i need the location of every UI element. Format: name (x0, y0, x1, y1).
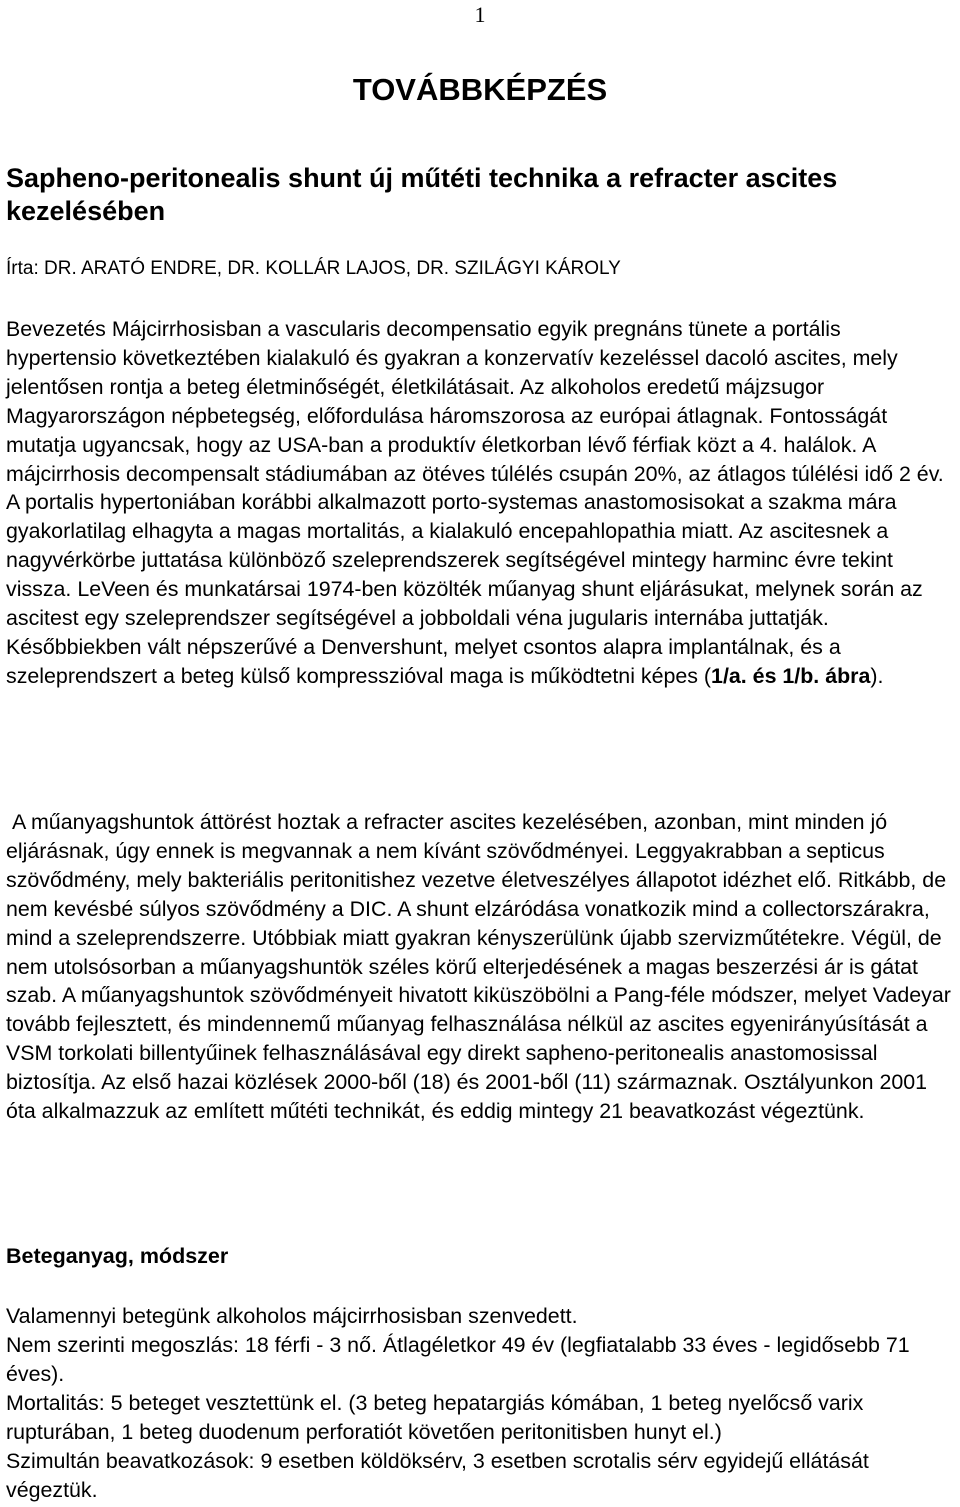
complications-paragraph: A műanyagshuntok áttörést hoztak a refracter ascites kezelésében, azonban, mint minden jó eljárásnak, úgy ennek is megvannak a nem kívánt szövődményei. Leggyakrabban a septicus szövődmény, mely bakteriális peritonitishez vezetve életveszélyes állapotot idézhet elő. Ritkább, de nem kevésbé súlyos szövődmény a DIC. A shunt elzáródása vonatkozik mind a collectorszárakra, mind a szeleprendszerre. Utóbbiak miatt gyakran kényszerülünk újabb szervizműtétekre. Végül, de nem utolsósorban a műanyagshuntök széles körű elterjedésének a magas beszerzési ár is gátat szab. A műanyagshuntok szövődményeit hivatott kiküszöbölni a Pang-féle módszer, melyet Vadeyar tovább fejlesztett, és mindennemű műanyag felhasználása nélkül az ascites egyenirányúsítását a VSM torkolati billentyűinek felhasználásával egy direkt sapheno-peritonealis anastomosissal biztosítja. Az első hazai közlések 2000-ből (18) és 2001-ből (11) származnak. Osztályunkon 2001 óta alkalmazzuk az említett műtéti technikát, és eddig mintegy 21 beavatkozást végeztünk. (6, 810, 957, 1124)
page-number: 1 (474, 2, 486, 27)
methods-line-patients: Valamennyi betegünk alkoholos májcirrhosisban szenvedett. (6, 1304, 578, 1328)
intro-paragraph-closing: ). (870, 663, 884, 688)
article-title: Sapheno-peritonealis shunt új műtéti technika a refracter ascites kezelésében (6, 163, 838, 226)
intro-paragraph (6, 315, 952, 691)
intro-paragraph-text: Bevezetés Májcirrhosisban a vascularis decompensatio egyik pregnáns tünete a portális hypertensio következtében kialakuló és gyakran a konzervatív kezeléssel dacoló ascites, mely jelentősen rontja a beteg életminőségét, életkilátásait. Az alkoholos eredetű májzsugor Magyarországon népbetegség, előfordulása háromszorosa az európai átlagnak. Fontosságát mutatja ugyancsak, hogy az USA-ban a produktív életkorban lévő férfiak közt a 4. halálok. A májcirrhosis decompensalt stádiumában az ötéves túlélés csupán 20%, az átlagos túlélési idő 2 év. A portalis hypertoniában korábbi alkalmazott porto-systemas anastomosisokat a szakma mára gyakorlatilag elhagyta a magas mortalitás, a kialakuló encepahlopathia miatt. Az ascitesnek a nagyvérkörbe juttatása különböző szeleprendszerek segítségével mintegy harminc évre tekint vissza. LeVeen és munkatársai 1974-ben közölték műanyag shunt eljárásukat, melynek során az ascitest egy szeleprendszer segítségével a jobboldali véna jugularis internába juttatják. Későbbiekben vált népszerűvé a Denvershunt, melyet csontos alapra implantálnak, és a szeleprendszert a beteg külső kompresszióval maga is működtetni képes ( (6, 317, 944, 688)
methods-line-demographics: Nem szerinti megoszlás: 18 férfi - 3 nő. Átlagéletkor 49 év (legfiatalabb 33 éves - legidősebb 71 éves). (6, 1333, 910, 1386)
methods-line-mortality: Mortalitás: 5 beteget vesztettünk el. (3 beteg hepatargiás kómában, 1 beteg nyelőcső varix rupturában, 1 beteg duodenum perforatiót követően peritonitisben hunyt el.) (6, 1391, 864, 1444)
author-line: Írta: DR. ARATÓ ENDRE, DR. KOLLÁR LAJOS, DR. SZILÁGYI KÁROLY (6, 258, 621, 279)
figure-reference: 1/a. és 1/b. ábra (711, 663, 871, 688)
section-heading: Beteganyag, módszer (6, 1244, 229, 1268)
methods-line-simultaneous: Szimultán beavatkozások: 9 esetben köldöksérv, 3 esetben scrotalis sérv egyidejű ellátását végeztük. (6, 1449, 869, 1502)
section-kicker: TOVÁBBKÉPZÉS (352, 72, 608, 107)
